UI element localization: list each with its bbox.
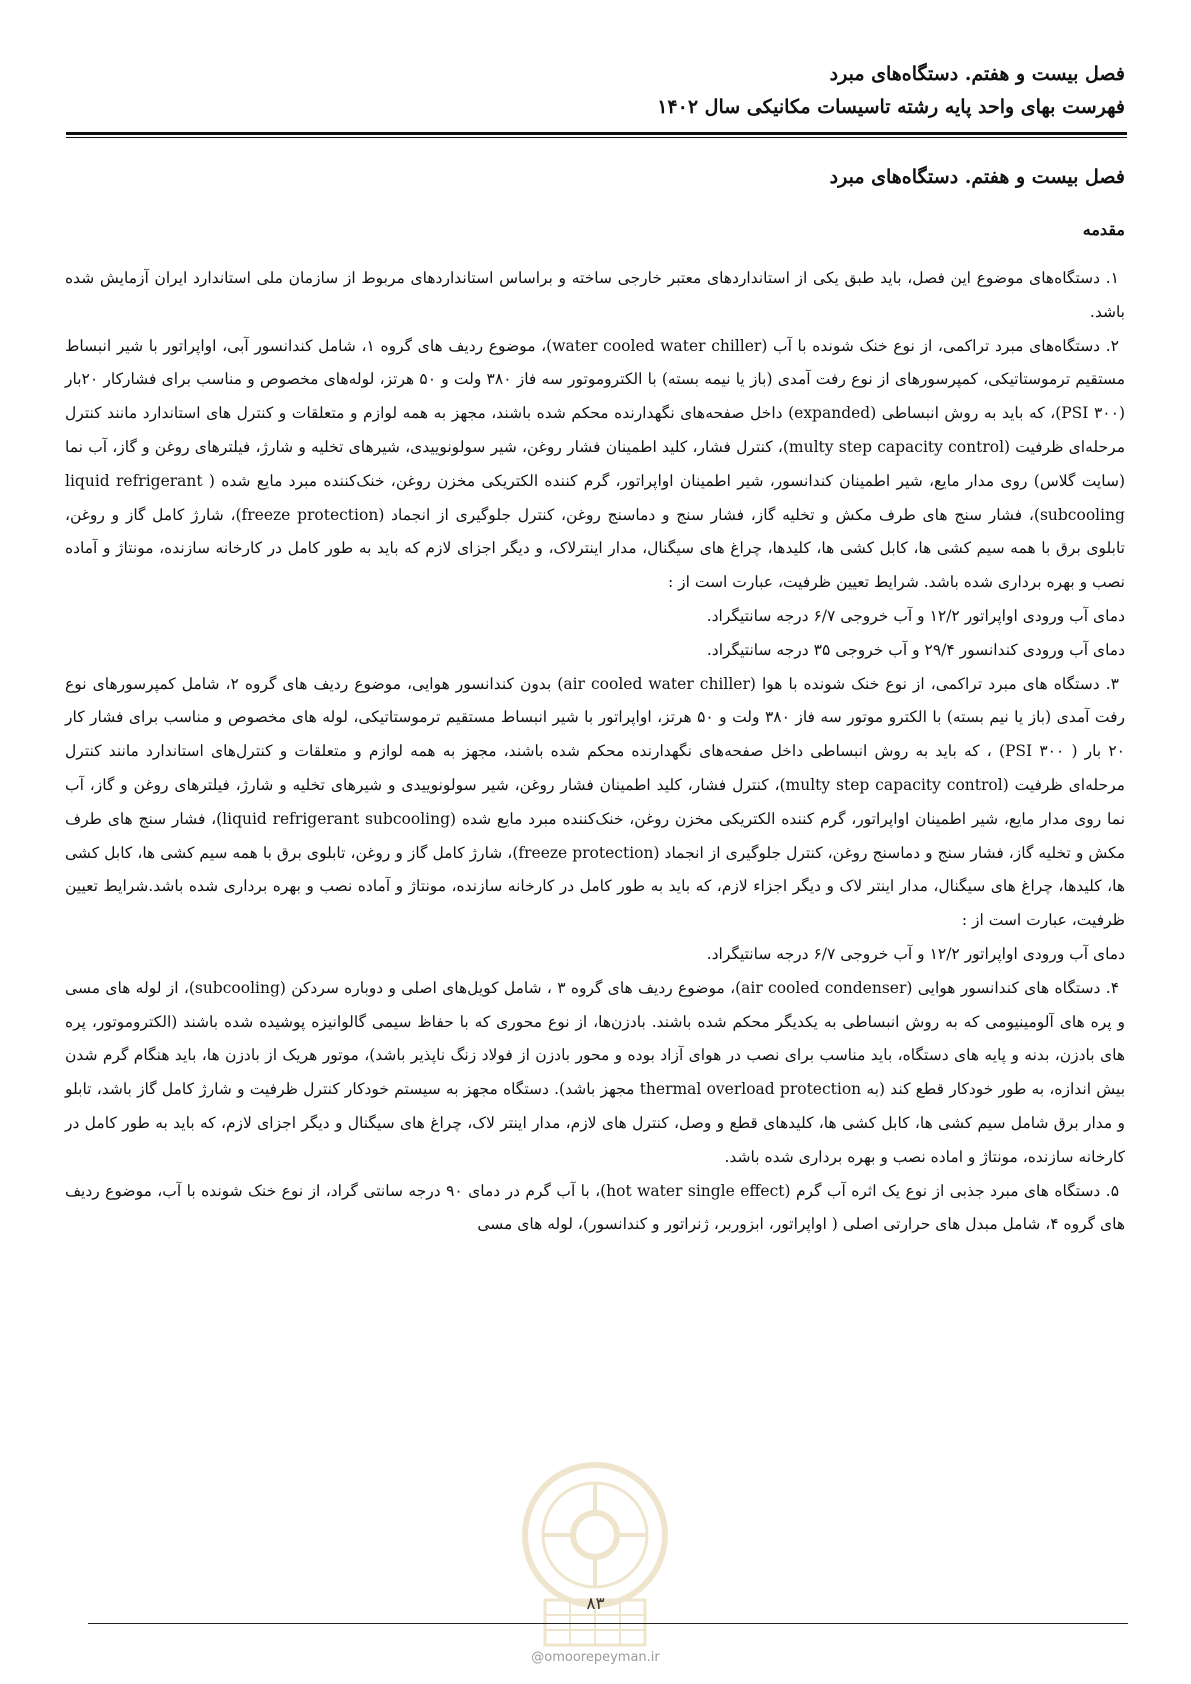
watermark-seal-icon: [505, 1450, 685, 1650]
footer-rule: [88, 1623, 1128, 1624]
watermark-url: @omoorepeyman.ir: [531, 1650, 660, 1665]
header-rule-thin: [66, 137, 1127, 138]
paragraph-4: ۴. دستگاه های کندانسور هوایی (air cooled condenser)، موضوع ردیف های گروه ۳ ، شامل کویل‌های اصلی و دوباره سردکن (subcooling)، از لوله های مسی و پره های آلومینیومی که به روش انبساطی به یکدیگر محکم شده باشند. بادزن‌ها، از نوع محوری که با حفاظ سیمی گالوانیزه پوشیده شده باشند (الکتروموتور، پره های بادزن، بدنه و پایه های دستگاه، باید مناسب برای نصب در هوای آزاد بوده و محور بادزن از فولاد زنگ ناپذیر باشد)، موتور هریک از بادزن ها، باید هنگام گرم شدن بیش اندازه، به طور خودکار قطع کند (به thermal overload protection مجهز باشد). دستگاه مجهز به سیستم خودکار کنترل ظرفیت و شارژ کامل گاز باشد، تابلو و مدار برق شامل سیم کشی ها، کابل کشی ها، کلیدهای قطع و وصل، کنترل های لازم، مدار اینتر لاک، چراغ های سیگنال و دیگر اجزای لازم، که باید به طور کامل در کارخانه سازنده، مونتاژ و اماده نصب و بهره برداری شده باشد.: [65, 978, 1126, 1166]
body-text: [65, 262, 1125, 1242]
page-number: ۸۳: [586, 1594, 605, 1614]
section-title-introduction: مقدمه: [1082, 220, 1125, 239]
condition-condenser-p2: دمای آب ورودی کندانسور ۲۹/۴ و آب خروجی ۳۵ درجه سانتیگراد.: [706, 640, 1125, 659]
condition-evaporator-p2: دمای آب ورودی اواپراتور ۱۲/۲ و آب خروجی ۶/۷ درجه سانتیگراد.: [706, 606, 1125, 625]
paragraph-5: ۵. دستگاه های مبرد جذبی از نوع یک اثره آب گرم (hot water single effect)، با آب گرم در دمای ۹۰ درجه سانتی گراد، از نوع خنک شونده با آب، موضوع ردیف های گروه ۴، شامل مبدل های حرارتی اصلی ( اواپراتور، ابزوربر، ژنراتور و کندانسور)، لوله های مسی: [65, 1181, 1125, 1234]
header-rule-thick: [66, 132, 1127, 135]
header-catalog-title: فهرست بهای واحد پایه رشته تاسیسات مکانیکی سال ۱۴۰۲: [657, 96, 1125, 118]
page-header: [65, 58, 1125, 124]
paragraph-1: ۱. دستگاه‌های موضوع این فصل، باید طبق یکی از استانداردهای معتبر خارجی ساخته و براساس استانداردهای مربوط از سازمان ملی استاندارد ایران آزمایش شده باشد.: [65, 269, 1125, 321]
chapter-title: فصل بیست و هفتم. دستگاه‌های مبرد: [829, 166, 1125, 188]
condition-evaporator-p3: دمای آب ورودی اواپراتور ۱۲/۲ و آب خروجی ۶/۷ درجه سانتیگراد.: [706, 944, 1125, 963]
header-chapter: فصل بیست و هفتم. دستگاه‌های مبرد: [829, 63, 1125, 85]
paragraph-3: ۳. دستگاه های مبرد تراکمی، از نوع خنک شونده با هوا (air cooled water chiller) بدون کندانسور هوایی، موضوع ردیف های گروه ۲، شامل کمپرسورهای نوع رفت آمدی (باز یا نیم بسته) با الکترو موتور سه فاز ۳۸۰ ولت و ۵۰ هرتز، اواپراتور با شیر انبساط مستقیم ترموستاتیکی، لوله های مخصوص و مناسب برای فشار کار ۲۰ بار ( ۳۰۰ PSI) ، که باید به روش انبساطی داخل صفحه‌های نگهدارنده محکم شده باشند، مجهز به همه لوازم و متعلقات و کنترل‌های استاندارد مانند کنترل مرحله‌ای ظرفیت (multy step capacity control)، کنترل فشار، کلید اطمینان فشار روغن، شیر سولونوییدی و شیرهای تخلیه و شارژ، فیلترهای روغن و گاز، آب نما روی مدار مایع، شیر اطمینان اواپراتور، گرم کننده الکتریکی مخزن روغن، خنک‌کننده مبرد مایع شده (liquid refrigerant subcooling)، فشار سنج های طرف مکش و تخلیه گاز، فشار سنج و دماسنج روغن، کنترل جلوگیری از انجماد (freeze protection)، شارژ کامل گاز و روغن، تابلوی برق با همه سیم کشی ها، کابل کشی ها، کلیدها، چراغ های سیگنال، مدار اینتر لاک و دیگر اجزاء لازم، که باید به طور کامل در کارخانه سازنده، مونتاژ و آماده نصب و بهره برداری شده باشد.شرایط تعیین ظرفیت، عبارت است از :: [65, 674, 1126, 930]
paragraph-2: ۲. دستگاه‌های مبرد تراکمی، از نوع خنک شونده با آب (water cooled water chiller)، موضوع ردیف های گروه ۱، شامل کندانسور آبی، اواپراتور با شیر انبساط مستقیم ترموستاتیکی، کمپرسورهای از نوع رفت آمدی (باز یا نیمه بسته) با الکتروموتور سه فاز ۳۸۰ ولت و ۵۰ هرتز، لوله‌های مخصوص و مناسب برای فشارکار ۲۰بار (۳۰۰ PSI)، که باید به روش انبساطی (expanded) داخل صفحه‌های نگهدارنده محکم شده باشند، مجهز به همه لوازم و متعلقات و کنترل های استاندارد مانند کنترل مرحله‌ای ظرفیت (multy step capacity control)، کنترل فشار، کلید اطمینان فشار روغن، شیر سولونوییدی، شیرهای تخلیه و شارژ، فیلترهای روغن و گاز، آب نما (سایت گلاس) روی مدار مایع، شیر اطمینان کندانسور، شیر اطمینان اواپراتور، گرم کننده الکتریکی مخزن روغن، خنک‌کننده مبرد مایع شده ( liquid refrigerant subcooling)، فشار سنج های طرف مکش و تخلیه گاز، فشار سنج و دماسنج روغن، کنترل جلوگیری از انجماد (freeze protection)، شارژ کامل گاز و روغن، تابلوی برق با همه سیم کشی ها، کابل کشی ها، کلیدها، چراغ های سیگنال، مدار اینترلاک، و دیگر اجزای لازم که باید به طور کامل در کارخانه سازنده، مونتاژ و آماده نصب و بهره برداری شده باشد. شرایط تعیین ظرفیت، عبارت است از :: [65, 336, 1125, 592]
